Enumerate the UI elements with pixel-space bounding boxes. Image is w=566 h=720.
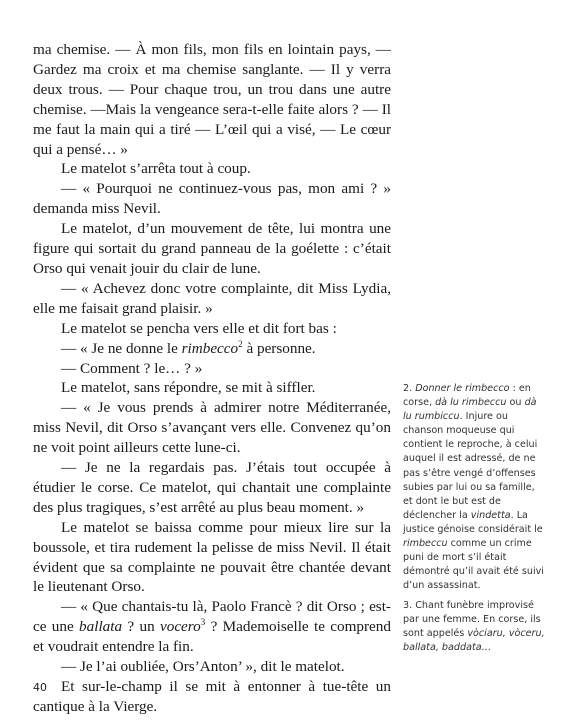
text-run: . Injure ou chanson moqueuse qui contient le reproche, à celui auquel il est adressé, de ne pas s’être vengé d’offenses subies par lui ou sa famille, et dont le but est de déclencher la — [403, 411, 538, 521]
italic-term: rimbecco — [181, 339, 239, 357]
paragraph: Le matelot se pencha vers elle et dit fort bas : — [61, 319, 337, 337]
page-number: 40 — [33, 681, 47, 694]
paragraph: Le matelot, sans répondre, se mit à siffler. — [61, 379, 316, 397]
italic-term: Donner le rimbecco — [415, 383, 510, 394]
paragraph: Le matelot, d’un mouvement de tête, lui montra une figure qui sortait du grand panneau de la goélette : c’était Orso qui venait jouir du clair de lune. — [33, 220, 391, 277]
paragraph — [33, 339, 391, 359]
paragraph: — Je l’ai oubliée, Ors’Anton’ », dit le matelot. — [61, 658, 345, 676]
footnote-3 — [403, 599, 545, 655]
italic-term: vocero — [159, 618, 201, 636]
footnote-2 — [403, 382, 545, 593]
paragraph: Le matelot s’arrêta tout à coup. — [61, 160, 251, 178]
paragraph: — « Achevez donc votre complainte, dit Miss Lydia, elle me faisait grand plaisir. » — [33, 279, 391, 317]
italic-term: dà lu rimbeccu — [435, 397, 507, 409]
main-text-column — [33, 40, 391, 717]
text-run: 3. Chant funèbre improvisé par une femme. En corse, ils sont appelés — [403, 600, 541, 640]
text-run: . La justice génoise considérait le — [403, 509, 543, 535]
italic-term: vindetta — [470, 509, 511, 521]
paragraph: — Je ne la regardais pas. J’étais tout occupée à étudier le corse. Ce matelot, qui chantait une complainte des plus tragiques, s’est arrêté au plus beau moment. » — [33, 459, 391, 516]
footnote-text — [403, 599, 545, 655]
paragraph: Et sur-le-champ il se mit à entonner à tue-tête un cantique à la Vierge. — [33, 678, 391, 715]
text-run: à personne. — [242, 339, 316, 357]
text-run: comme un crime puni de mort s’il était démontré qu’il avait été suivi d’un assassinat. — [403, 538, 544, 592]
italic-term: vòciaru, vòceru, ballata, baddata… — [403, 628, 545, 654]
text-run: : en corse, — [403, 383, 531, 409]
text-run: ? Mademoiselle te comprend et voudrait entendre la fin. — [33, 618, 391, 656]
footnote-ref-2: 2 — [238, 338, 243, 349]
paragraph: ma chemise. — À mon fils, mon fils en lointain pays, — Gardez ma croix et ma chemise sanglante. — Il y verra deux trous. — Pour chaque trou, un trou dans une autre chemise. —Mais la vengeance sera-t-elle faite alors ? — Il me faut la main qui a tiré — L’œil qui a visé, — Le cœur qui a pensé… » — [33, 41, 391, 158]
italic-term: ballata — [79, 618, 123, 636]
text-run: ? un — [122, 618, 160, 636]
paragraph: — « Pourquoi ne continuez-vous pas, mon ami ? » demanda miss Nevil. — [33, 180, 391, 218]
text-run: ou — [506, 397, 525, 409]
text-run: — « Que chantais-tu là, Paolo Francè ? dit Orso ; est-ce une — [33, 598, 391, 636]
italic-term: rimbeccu — [403, 538, 448, 550]
footnote-ref-3: 3 — [200, 617, 206, 628]
paragraph: — Comment ? le… ? » — [61, 359, 203, 377]
paragraph: — « Je vous prends à admirer notre Méditerranée, miss Nevil, dit Orso s’avançant vers elle. Convenez qu’on ne voit point ailleurs cette lune-ci. — [33, 399, 391, 457]
text-run: — « Je ne donne le — [61, 339, 182, 357]
paragraph — [33, 597, 391, 657]
text-run: 2. — [403, 383, 416, 394]
paragraph: Le matelot se baissa comme pour mieux lire sur la boussole, et tira rudement la pelisse de miss Nevil. Il était évident que sa complainte ne pouvait être chantée devant le lieutenant Orso. — [33, 518, 391, 596]
footnote-text — [403, 382, 545, 593]
italic-term: dà lu rumbiccu — [403, 397, 537, 423]
